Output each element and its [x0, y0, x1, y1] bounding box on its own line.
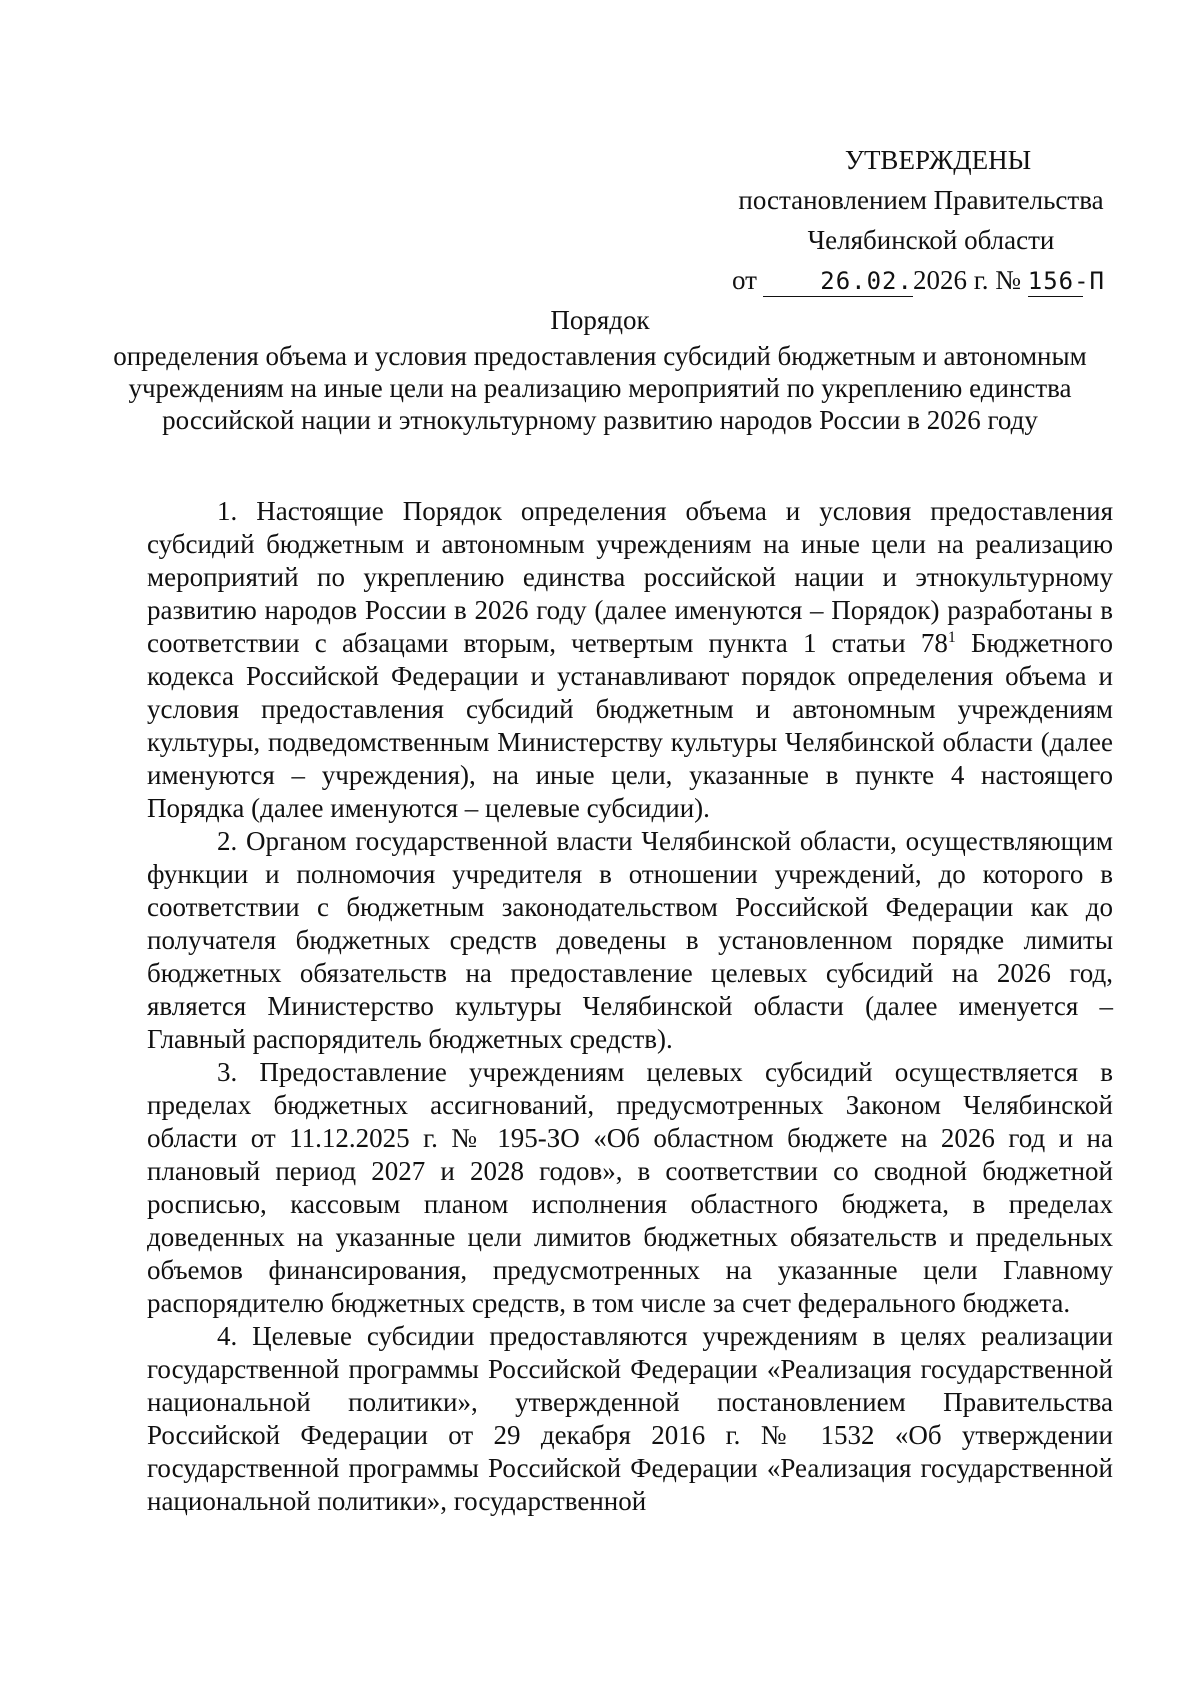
paragraph-4: 4. Целевые субсидии предоставляются учреждениям в целях реализации государственной программы Российской Федерации «Реализация государственной национальной политики», утвержденной постановлением Правительства Российской Федерации от 29 декабря 2016 г. № 1532 «Об утверждении государственной программы Российской Федерации «Реализация государственной национальной политики», государственной	[147, 1321, 1113, 1516]
paragraph-1-main: 1. Настоящие Порядок определения объема и условия предоставления субсидий бюджетным и автономным учреждениям на иные цели на реализацию мероприятий по укреплению единства российской нации и этнокультурному развитию народов России в 2026 году (далее именуются – Порядок) разработаны в соответствии с абзацами вторым, четвертым пункта 1 статьи 78	[147, 496, 1113, 658]
approval-number-field	[1027, 265, 1105, 297]
paragraph-1	[147, 495, 1113, 825]
approval-from-label: от	[732, 265, 757, 295]
approval-region-line: Челябинской области	[807, 225, 1055, 255]
paragraph-3: 3. Предоставление учреждениям целевых субсидий осуществляется в пределах бюджетных ассигнований, предусмотренных Законом Челябинской области от 11.12.2025 г. № 195-ЗО «Об областном бюджете на 2026 год и на плановый период 2027 и 2028 годов», в соответствии со сводной бюджетной росписью, кассовым планом исполнения областного бюджета, в пределах доведенных на указанные цели лимитов бюджетных обязательств и предельных объемов финансирования, предусмотренных на указанные цели Главному распорядителю бюджетных средств, в том числе за счет федерального бюджета.	[147, 1057, 1113, 1318]
document-title	[100, 304, 1100, 436]
document-body	[147, 495, 1113, 1518]
approval-heading: УТВЕРЖДЕНЫ	[844, 145, 1032, 175]
article-superscript: 1	[947, 629, 956, 646]
approval-year: 2026 г. №	[912, 265, 1021, 295]
title-text: определения объема и условия предоставления субсидий бюджетным и автономным учреждениям на иные цели на реализацию мероприятий по укреплению единства российской нации и этнокультурному развитию народов России в 2026 году	[113, 341, 1087, 435]
approval-date-line	[720, 260, 1122, 300]
approval-resolution-line: постановлением Правительства	[738, 185, 1104, 215]
approval-number: 156-П	[1027, 267, 1105, 295]
paragraph-1-rest: Бюджетного кодекса Российской Федерации и устанавливают порядок определения объема и условия предоставления субсидий бюджетным и автономным учреждениям культуры, подведомственным Министерству культуры Челябинской области (далее именуются – учреждения), на иные цели, указанные в пункте 4 настоящего Порядка (далее именуются – целевые субсидии).	[147, 628, 1114, 823]
approval-date: 26.02.	[820, 267, 913, 295]
paragraph-2: 2. Органом государственной власти Челябинской области, осуществляющим функции и полномочия учредителя в отношении учреждений, до которого в соответствии с бюджетным законодательством Российской Федерации как до получателя бюджетных средств доведены в установленном порядке лимиты бюджетных обязательств на предоставление целевых субсидий на 2026 год, является Министерство культуры Челябинской области (далее именуется – Главный распорядитель бюджетных средств).	[147, 826, 1113, 1054]
approval-stamp	[720, 140, 1122, 300]
title-heading: Порядок	[550, 305, 650, 335]
approval-date-field	[763, 265, 913, 297]
